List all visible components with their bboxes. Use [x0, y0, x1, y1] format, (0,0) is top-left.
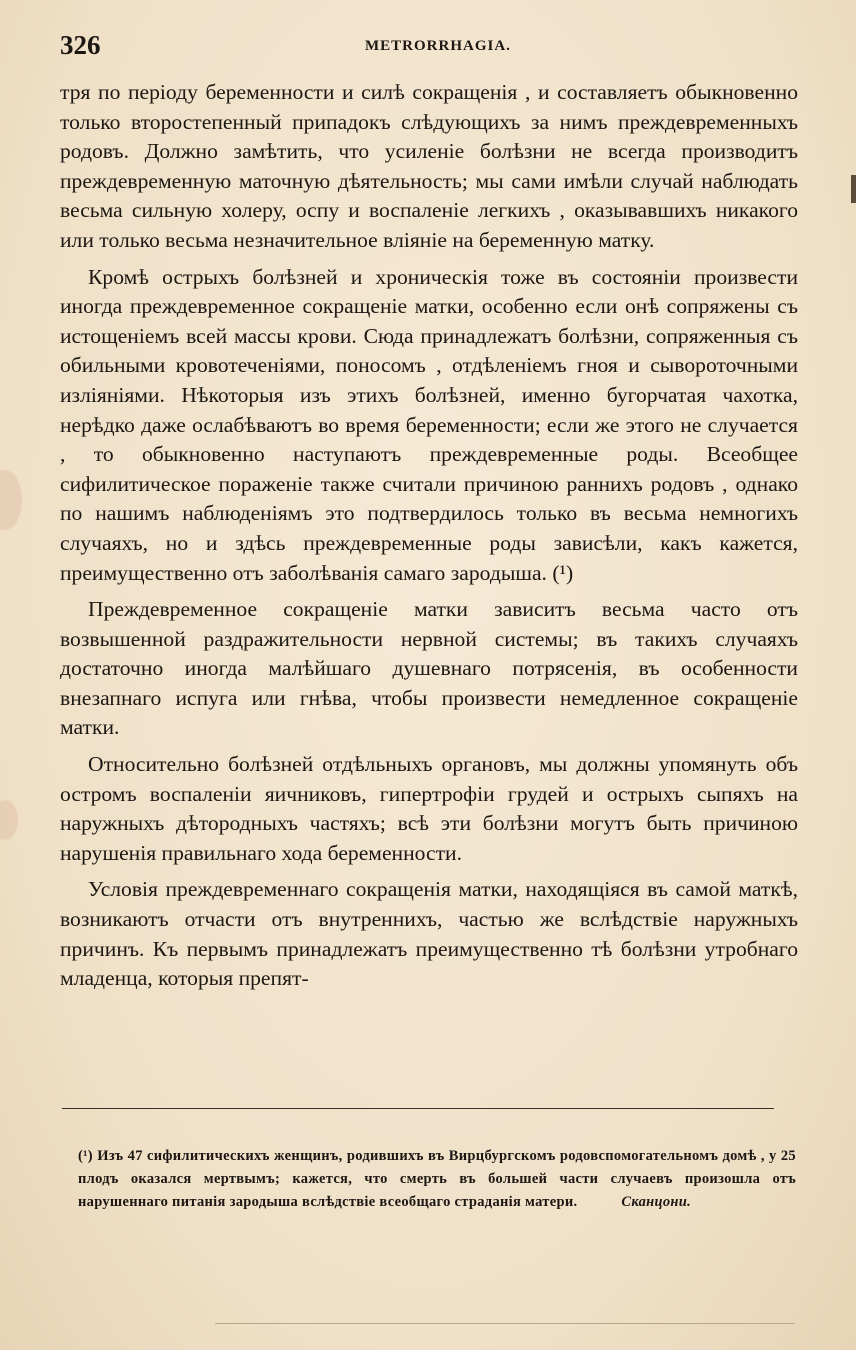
footnote-divider — [62, 1108, 774, 1109]
paragraph: Относительно болѣзней отдѣльныхъ органовъ, мы должны упомянуть объ остромъ воспаленіи яичниковъ, гипертрофіи грудей и острыхъ сыпяхъ на наружныхъ дѣтородныхъ частяхъ; всѣ эти болѣзни могутъ быть причиною нарушенія правильнаго хода беременности. — [60, 752, 798, 865]
footnote-mark: (¹) — [78, 1148, 93, 1164]
footnote — [78, 1145, 796, 1214]
paragraph: Кромѣ острыхъ болѣзней и хроническія тоже въ состояніи произвести иногда преждевременное сокращеніе матки, особенно если онѣ сопряжены съ истощеніемъ всей массы крови. Сюда принадлежатъ болѣзни, сопряженныя съ обильными кровотеченіями, поносомъ , отдѣленіемъ гноя и сывороточными изліяніями. Нѣкоторыя изъ этихъ болѣзней, именно бугорчатая чахотка, нерѣдко даже ослабѣваютъ во время беременности; если же этого не случается , то обыкновенно наступаютъ преждевременные роды. Всеобщее сифилитическое пораженіе также считали причиною раннихъ родовъ , однако по нашимъ наблюденіямъ это подтвердилось только въ весьма немногихъ случаяхъ, но и здѣсь преждевременные роды зависѣли, какъ кажется, преимущественно отъ заболѣванія самаго зародыша. (¹) — [60, 264, 798, 585]
bottom-divider — [215, 1323, 795, 1324]
paragraph: Условія преждевременнаго сокращенія матки, находящіяся въ самой маткѣ, возникаютъ отчасти отъ внутреннихъ, частью же вслѣдствіе наружныхъ причинъ. Къ первымъ принадлежатъ преимущественно тѣ болѣзни утробнаго младенца, которыя препят- — [60, 877, 798, 991]
main-text — [60, 78, 798, 1001]
page-header — [60, 30, 800, 64]
footnote-author: Сканцони. — [621, 1194, 692, 1210]
page-number: 326 — [60, 30, 101, 60]
paper-stain — [0, 470, 22, 530]
paragraph: Преждевременное сокращеніе матки зависитъ весьма часто отъ возвышенной раздражительности нервной системы; въ такихъ случаяхъ достаточно иногда малѣйшаго душевнаго потрясенія, въ особенности внезапнаго испуга или гнѣва, чтобы произвести немедленное сокращеніе матки. — [60, 597, 798, 740]
footnote-text: Изъ 47 сифилитическихъ женщинъ, родившихъ въ Вирцбургскомъ родовспомогательномъ домѣ , у 25 плодъ оказался мертвымъ; кажется, что смерть въ большей части случаевъ произошла отъ нарушеннаго питанія зародыша вслѣдствіе всеобщаго страданія матери. — [78, 1148, 796, 1210]
page-edge-mark — [851, 175, 856, 203]
paper-stain — [0, 800, 18, 840]
running-head: METRORRHAGIA. — [365, 38, 511, 54]
paragraph: тря по періоду беременности и силѣ сокращенія , и составляетъ обыкновенно только второстепенный припадокъ слѣдующихъ за нимъ преждевременныхъ родовъ. Должно замѣтить, что усиленіе болѣзни не всегда производитъ преждевременную маточную дѣятельность; мы сами имѣли случай наблюдать весьма сильную холеру, оспу и воспаленіе легкихъ , оказывавшихъ никакого или только весьма незначительное вліяніе на беременную матку. — [60, 80, 798, 252]
